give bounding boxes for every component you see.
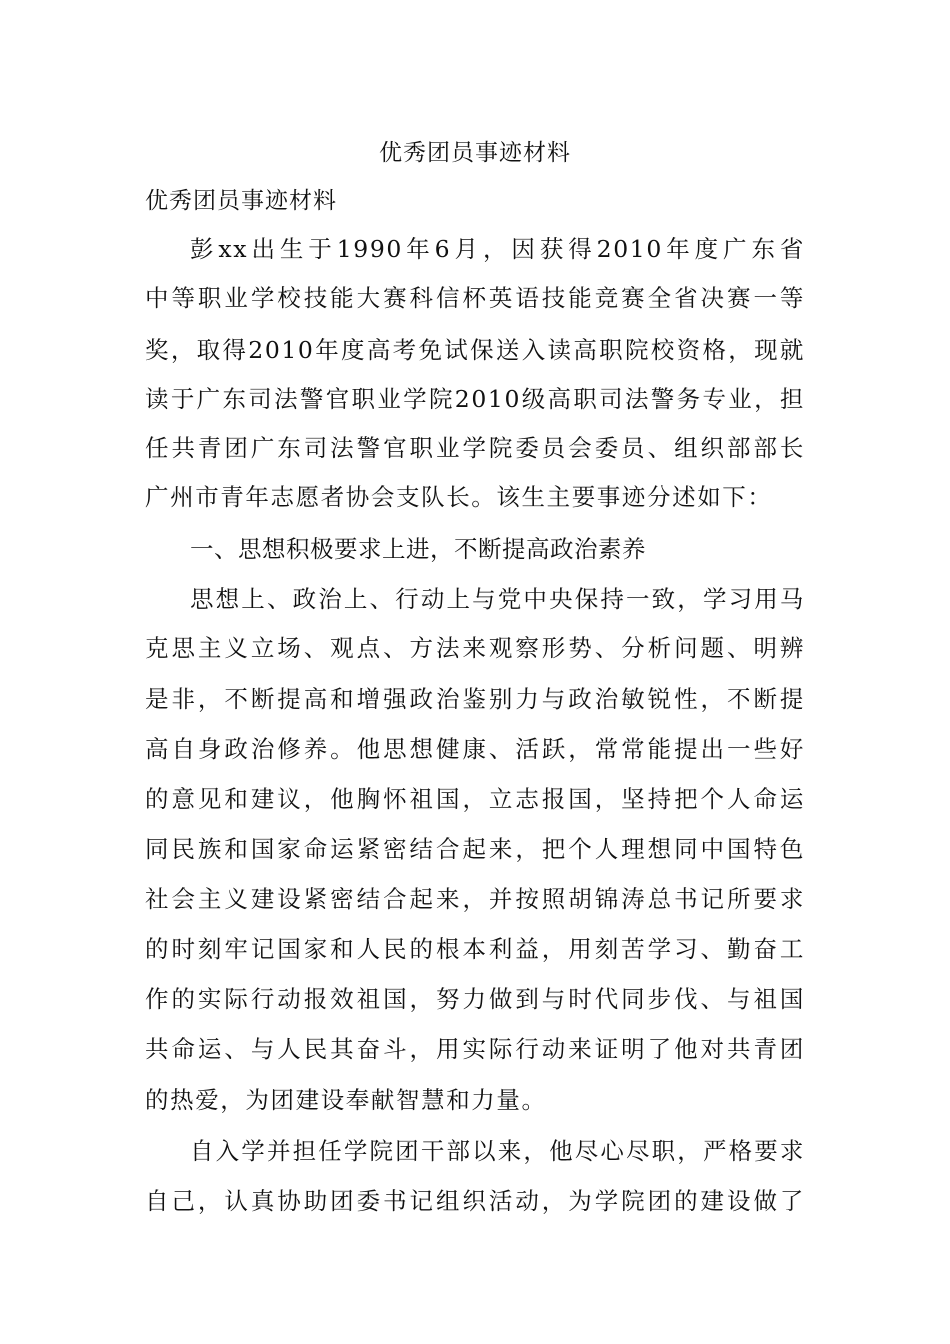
paragraph-line: 读于广东司法警官职业学院2010级高职司法警务专业，担 [145, 385, 805, 413]
paragraph-line: 是非，不断提高和增强政治鉴别力与政治敏锐性，不断提 [145, 685, 805, 713]
paragraph-line: 任共青团广东司法警官职业学院委员会委员、组织部部长 [145, 434, 805, 462]
paragraph-line: 广州市青年志愿者协会支队长。该生主要事迹分述如下： [145, 483, 773, 511]
paragraph-line: 高自身政治修养。他思想健康、活跃，常常能提出一些好 [145, 735, 805, 763]
paragraph-line: 奖，取得2010年度高考免试保送入读高职院校资格，现就 [145, 336, 805, 364]
paragraph-line: 克思主义立场、观点、方法来观察形势、分析问题、明辨 [145, 634, 805, 662]
paragraph-line: 的热爱，为团建设奉献智慧和力量。 [145, 1086, 547, 1114]
paragraph-line: 同民族和国家命运紧密结合起来，把个人理想同中国特色 [145, 835, 805, 863]
paragraph-line: 共命运、与人民其奋斗，用实际行动来证明了他对共青团 [145, 1035, 805, 1063]
paragraph-line: 社会主义建设紧密结合起来，并按照胡锦涛总书记所要求 [145, 885, 805, 913]
paragraph-line: 的意见和建议，他胸怀祖国，立志报国，坚持把个人命运 [145, 785, 805, 813]
paragraph-line: 中等职业学校技能大赛科信杯英语技能竞赛全省决赛一等 [145, 284, 805, 312]
paragraph-line: 思想上、政治上、行动上与党中央保持一致，学习用马 [190, 585, 805, 613]
document-title: 优秀团员事迹材料 [379, 140, 571, 166]
paragraph-line: 彭xx出生于1990年6月，因获得2010年度广东省 [190, 235, 805, 263]
document-subtitle: 优秀团员事迹材料 [145, 188, 337, 214]
paragraph-line: 自己，认真协助团委书记组织活动，为学院团的建设做了 [145, 1187, 805, 1215]
section-heading: 一、思想积极要求上进，不断提高政治素养 [190, 535, 646, 563]
paragraph-line: 作的实际行动报效祖国，努力做到与时代同步伐、与祖国 [145, 985, 805, 1013]
paragraph-line: 自入学并担任学院团干部以来，他尽心尽职，严格要求 [190, 1137, 805, 1165]
paragraph-line: 的时刻牢记国家和人民的根本利益，用刻苦学习、勤奋工 [145, 935, 805, 963]
